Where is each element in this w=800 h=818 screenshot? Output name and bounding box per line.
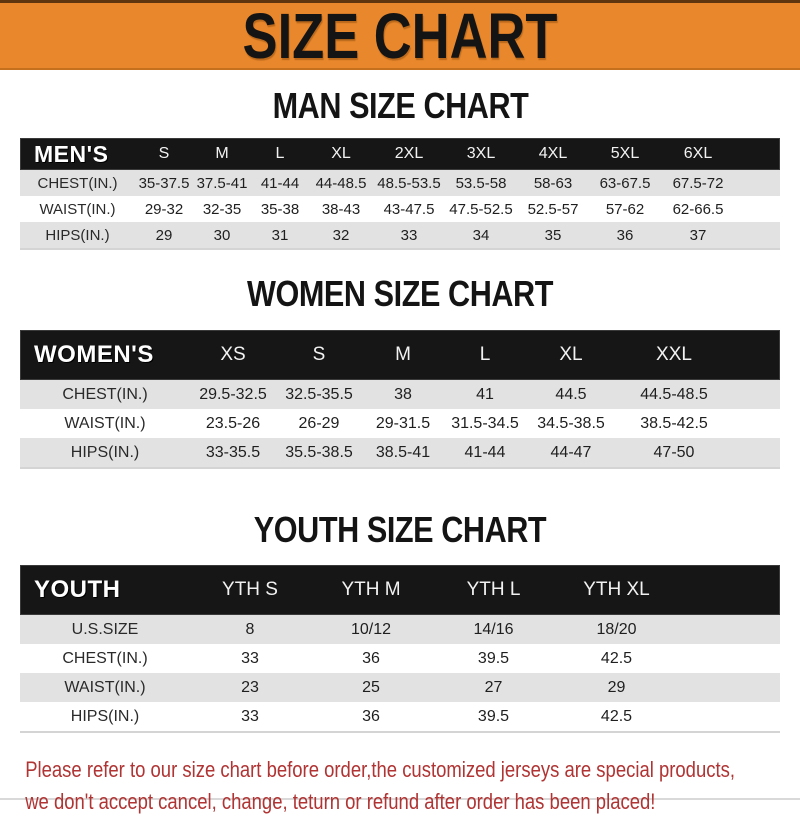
row-label: CHEST(IN.) xyxy=(62,649,148,667)
column-header-xs: XS xyxy=(220,344,246,365)
row-label: WAIST(IN.) xyxy=(64,414,146,432)
column-header-yth-l: YTH L xyxy=(466,579,521,600)
size-value-cell: 58-63 xyxy=(533,174,573,192)
size-value-cell: 44.5-48.5 xyxy=(640,385,708,403)
size-value-cell: 47.5-52.5 xyxy=(449,200,513,218)
size-value-cell: 29-32 xyxy=(144,200,184,218)
women-section-heading: WOMEN SIZE CHART xyxy=(246,273,553,314)
size-value-cell: 34.5-38.5 xyxy=(537,414,605,432)
size-value-cell: 35.5-38.5 xyxy=(285,443,353,461)
size-value-cell: 8 xyxy=(245,620,255,638)
column-header-l: L xyxy=(479,344,491,365)
size-value-cell: 23.5-26 xyxy=(205,414,261,432)
men-section-heading: MAN SIZE CHART xyxy=(272,85,528,126)
size-value-cell: 37 xyxy=(689,226,707,244)
row-label: HIPS(IN.) xyxy=(70,443,140,461)
size-value-cell: 35-38 xyxy=(260,200,300,218)
size-value-cell: 29.5-32.5 xyxy=(199,385,267,403)
table-row xyxy=(20,409,780,438)
column-header-6xl: 6XL xyxy=(683,145,713,162)
size-value-cell: 29-31.5 xyxy=(375,414,431,432)
table-row xyxy=(20,222,780,248)
size-value-cell: 41-44 xyxy=(464,443,506,461)
size-value-cell: 33 xyxy=(400,226,418,244)
section-women xyxy=(0,273,800,469)
size-value-cell: 32-35 xyxy=(202,200,242,218)
size-value-cell: 36 xyxy=(362,649,380,667)
column-header-xxl: XXL xyxy=(656,344,692,365)
column-header-3xl: 3XL xyxy=(466,145,496,162)
column-header-yth-xl: YTH XL xyxy=(583,579,650,600)
table-row xyxy=(20,380,780,409)
size-value-cell: 18/20 xyxy=(596,620,637,638)
women-table-header-label: WOMEN'S xyxy=(34,341,154,368)
size-value-cell: 33-35.5 xyxy=(205,443,261,461)
size-value-cell: 67.5-72 xyxy=(672,174,724,192)
size-value-cell: 35 xyxy=(544,226,562,244)
youth-section-heading: YOUTH SIZE CHART xyxy=(253,509,547,550)
size-value-cell: 38.5-41 xyxy=(375,443,431,461)
size-value-cell: 25 xyxy=(362,678,380,696)
column-header-m: M xyxy=(215,145,229,162)
size-chart-banner xyxy=(0,0,800,70)
size-value-cell: 32 xyxy=(332,226,350,244)
table-row xyxy=(20,673,780,702)
youth-size-table xyxy=(20,565,780,733)
size-value-cell: 36 xyxy=(362,707,380,725)
disclaimer-line-2: we don't accept cancel, change, teturn or refund after order has been placed! xyxy=(25,789,656,814)
size-value-cell: 48.5-53.5 xyxy=(377,174,441,192)
column-header-yth-s: YTH S xyxy=(222,579,278,600)
disclaimer-line-1: Please refer to our size chart before order,the customized jerseys are special products, xyxy=(25,757,735,782)
size-value-cell: 29 xyxy=(155,226,173,244)
table-row xyxy=(20,702,780,731)
size-value-cell: 38-43 xyxy=(321,200,361,218)
size-value-cell: 39.5 xyxy=(477,707,510,725)
size-value-cell: 36 xyxy=(616,226,634,244)
men-size-table xyxy=(20,138,780,250)
size-value-cell: 33 xyxy=(241,707,259,725)
table-row xyxy=(20,644,780,673)
section-men xyxy=(0,85,800,250)
column-header-m: M xyxy=(395,344,411,365)
size-value-cell: 44.5 xyxy=(555,385,587,403)
size-value-cell: 31 xyxy=(271,226,289,244)
size-value-cell: 27 xyxy=(484,678,503,696)
page-title: SIZE CHART xyxy=(242,0,558,72)
size-value-cell: 23 xyxy=(241,678,259,696)
size-value-cell: 52.5-57 xyxy=(527,200,579,218)
size-value-cell: 44-48.5 xyxy=(315,174,367,192)
size-value-cell: 41-44 xyxy=(260,174,300,192)
column-header-xl: XL xyxy=(331,145,351,162)
column-header-2xl: 2XL xyxy=(394,145,424,162)
size-value-cell: 37.5-41 xyxy=(196,174,248,192)
size-value-cell: 34 xyxy=(472,226,490,244)
column-header-s: S xyxy=(158,145,170,162)
column-header-xl: XL xyxy=(559,344,583,365)
column-header-4xl: 4XL xyxy=(538,145,568,162)
size-value-cell: 42.5 xyxy=(600,707,633,725)
row-label: HIPS(IN.) xyxy=(70,707,140,725)
size-value-cell: 39.5 xyxy=(477,649,510,667)
section-youth xyxy=(0,509,800,733)
row-label: U.S.SIZE xyxy=(71,620,139,638)
row-label: CHEST(IN.) xyxy=(37,174,118,192)
size-value-cell: 29 xyxy=(607,678,626,696)
men-table-header-label: MEN'S xyxy=(34,140,109,167)
youth-table-header-label: YOUTH xyxy=(34,576,121,603)
size-value-cell: 53.5-58 xyxy=(455,174,507,192)
row-label: WAIST(IN.) xyxy=(64,678,146,696)
row-label: WAIST(IN.) xyxy=(39,200,116,218)
size-value-cell: 43-47.5 xyxy=(383,200,435,218)
table-row xyxy=(20,170,780,196)
size-value-cell: 38 xyxy=(394,385,412,403)
size-value-cell: 31.5-34.5 xyxy=(451,414,519,432)
column-header-s: S xyxy=(312,344,326,365)
column-header-5xl: 5XL xyxy=(610,145,640,162)
size-value-cell: 57-62 xyxy=(605,200,645,218)
size-value-cell: 38.5-42.5 xyxy=(640,414,708,432)
row-label: CHEST(IN.) xyxy=(62,385,148,403)
size-value-cell: 10/12 xyxy=(350,620,392,638)
women-table-header-row xyxy=(20,330,780,380)
size-value-cell: 14/16 xyxy=(473,620,514,638)
size-value-cell: 35-37.5 xyxy=(138,174,190,192)
size-value-cell: 32.5-35.5 xyxy=(285,385,353,403)
size-value-cell: 47-50 xyxy=(653,443,695,461)
size-value-cell: 42.5 xyxy=(600,649,633,667)
disclaimer-note xyxy=(0,754,735,818)
size-value-cell: 44-47 xyxy=(550,443,592,461)
size-value-cell: 30 xyxy=(213,226,231,244)
size-value-cell: 26-29 xyxy=(298,414,340,432)
youth-table-header-row xyxy=(20,565,780,615)
table-row xyxy=(20,196,780,222)
size-value-cell: 41 xyxy=(476,385,494,403)
size-value-cell: 33 xyxy=(241,649,259,667)
size-value-cell: 62-66.5 xyxy=(672,200,724,218)
table-row xyxy=(20,615,780,644)
size-value-cell: 63-67.5 xyxy=(599,174,651,192)
men-table-header-row xyxy=(20,138,780,170)
row-label: HIPS(IN.) xyxy=(45,226,110,244)
table-row xyxy=(20,438,780,467)
column-header-yth-m: YTH M xyxy=(341,579,401,600)
women-size-table xyxy=(20,330,780,469)
column-header-l: L xyxy=(275,145,285,162)
